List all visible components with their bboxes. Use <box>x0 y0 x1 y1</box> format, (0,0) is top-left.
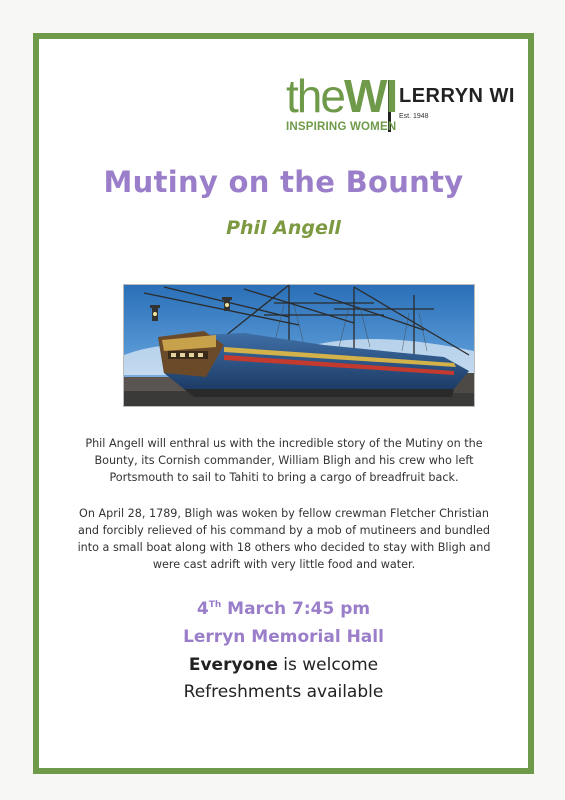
date-day: 4 <box>196 599 209 619</box>
logo-established: Est. 1948 <box>399 113 429 120</box>
logo-wi: WI <box>343 70 397 122</box>
logo-tagline: INSPIRING WOMEN <box>286 121 397 133</box>
description-paragraph-2: On April 28, 1789, Bligh was woken by fellow crewman Fletcher Christian and forcibly relieved of his command by a mob of mutineers and bundled into a small boat along with 18 others who decided to stay with Bligh and were cast adrift with very little food and water. <box>77 507 491 571</box>
welcome-bold: Everyone <box>188 655 278 675</box>
description-paragraph-1: Phil Angell will enthral us with the incredible story of the Mutiny on the Bounty, its Cornish commander, William Bligh and his crew who left Portsmouth to sail to Tahiti to bring a cargo of breadfruit back. <box>85 437 483 484</box>
ship-illustration <box>124 285 474 406</box>
logo-branch-block <box>399 74 515 120</box>
ship-photo <box>123 284 475 407</box>
logo-branch-name: LERRYN WI <box>399 85 515 107</box>
logo-mark <box>286 70 397 142</box>
logo-wordmark <box>286 70 396 122</box>
date-rest: March 7:45 pm <box>221 599 371 619</box>
event-date <box>39 599 528 619</box>
welcome-line <box>39 655 528 675</box>
welcome-rest: is welcome <box>277 655 379 675</box>
event-venue: Lerryn Memorial Hall <box>183 627 384 647</box>
wi-logo <box>286 70 515 142</box>
poster-frame <box>33 33 534 774</box>
logo-the: the <box>286 70 344 122</box>
event-title: Mutiny on the Bounty <box>103 165 464 199</box>
refreshments-line: Refreshments available <box>183 682 384 702</box>
date-suffix: Th <box>208 600 222 610</box>
event-speaker: Phil Angell <box>226 217 341 239</box>
